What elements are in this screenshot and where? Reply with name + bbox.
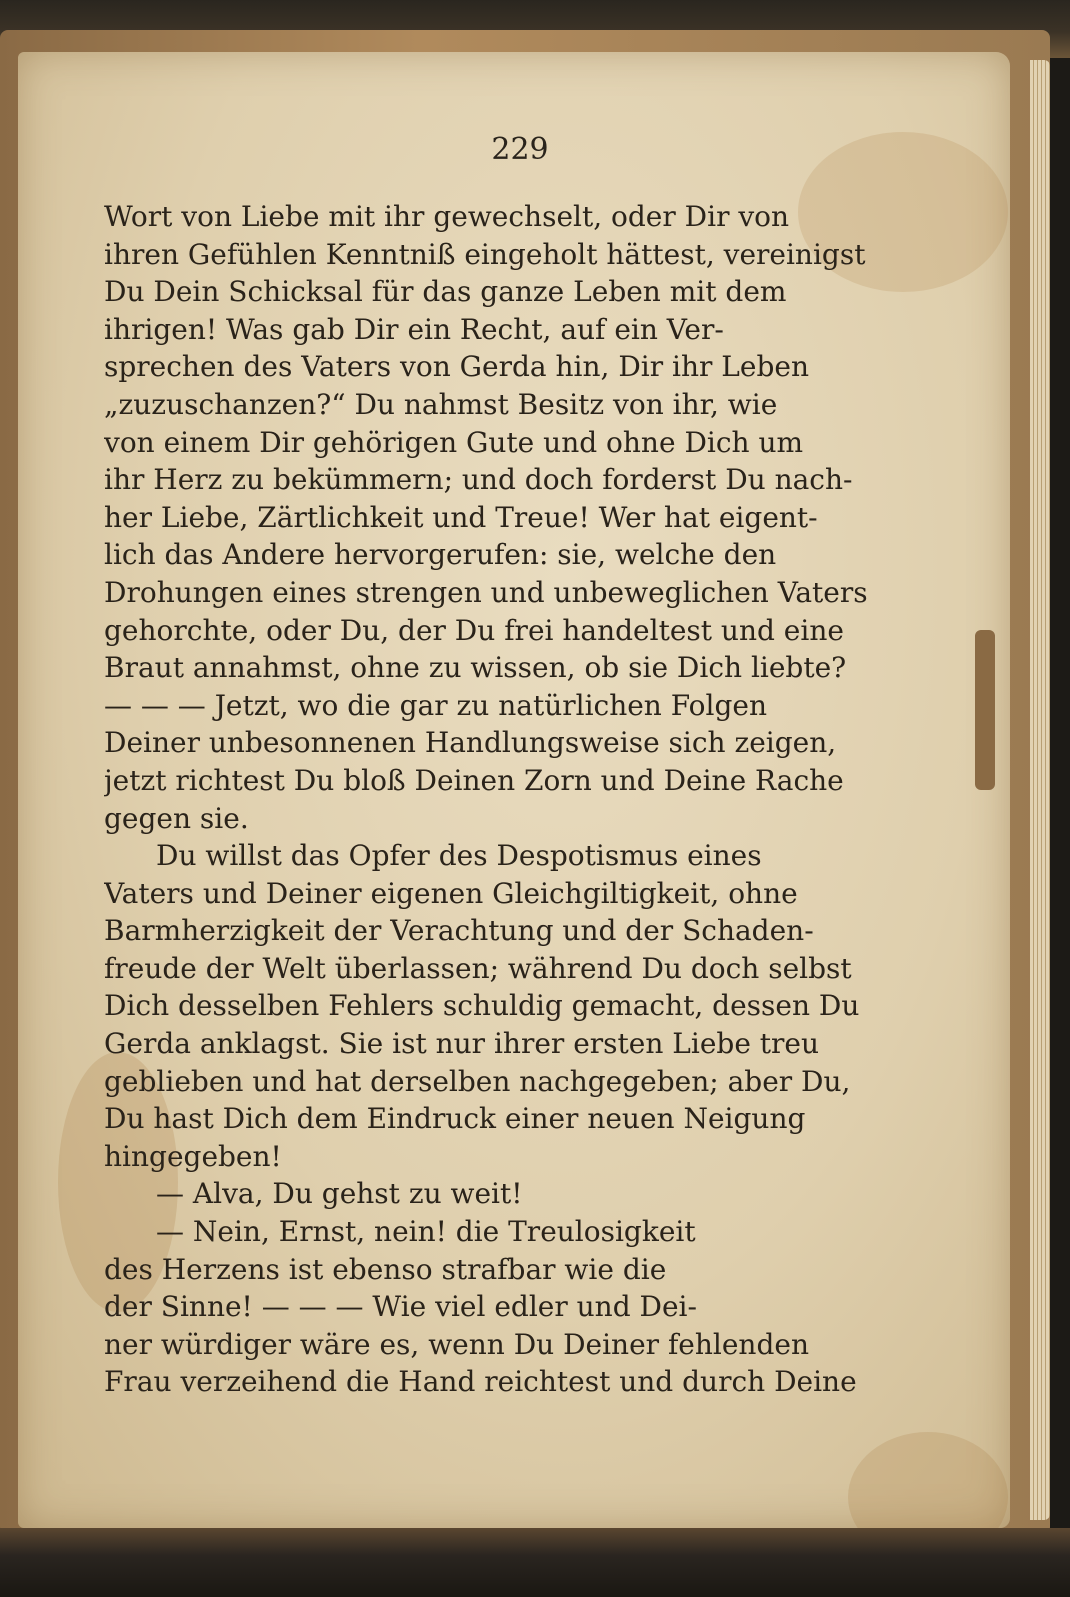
page-fore-edge bbox=[1030, 60, 1050, 1520]
text-line: jetzt richtest Du bloß Deinen Zorn und Deine Rache bbox=[104, 763, 844, 797]
text-line: Du hast Dich dem Eindruck einer neuen Neigung bbox=[104, 1102, 806, 1136]
text-line: Braut annahmst, ohne zu wissen, ob sie Dich liebte? bbox=[104, 651, 847, 685]
book-bottom-edge bbox=[0, 1528, 1070, 1597]
body-text bbox=[104, 198, 924, 1401]
paragraph-start-line: Du willst das Opfer des Despotismus eines bbox=[156, 839, 762, 873]
text-line: Barmherzigkeit der Verachtung und der Schaden- bbox=[104, 914, 814, 948]
text-line: Drohungen eines strengen und unbeweglichen Vaters bbox=[104, 575, 868, 609]
text-line: lich das Andere hervorgerufen: sie, welche den bbox=[104, 538, 777, 572]
text-line: sprechen des Vaters von Gerda hin, Dir ihr Leben bbox=[104, 350, 809, 384]
text-line: hingegeben! bbox=[104, 1139, 282, 1173]
text-line: Dich desselben Fehlers schuldig gemacht, dessen Du bbox=[104, 989, 860, 1023]
text-line: gehorchte, oder Du, der Du frei handeltest und eine bbox=[104, 613, 844, 647]
text-line: Vaters und Deiner eigenen Gleichgiltigkeit, ohne bbox=[104, 876, 798, 910]
text-line: Wort von Liebe mit ihr gewechselt, oder Dir von bbox=[104, 200, 790, 233]
dialogue-line: — Nein, Ernst, nein! die Treulosigkeit bbox=[156, 1215, 696, 1249]
text-line: her Liebe, Zärtlichkeit und Treue! Wer hat eigent- bbox=[104, 500, 818, 534]
text-line: ihr Herz zu bekümmern; und doch forderst Du nach- bbox=[104, 463, 853, 497]
text-line: von einem Dir gehörigen Gute und ohne Dich um bbox=[104, 425, 804, 459]
text-line: ihrigen! Was gab Dir ein Recht, auf ein Ver- bbox=[104, 312, 724, 346]
page-number: 229 bbox=[491, 132, 549, 167]
page-edge-mark bbox=[975, 630, 995, 790]
text-line: Du Dein Schicksal für das ganze Leben mit dem bbox=[104, 275, 787, 309]
text-line: Frau verzeihend die Hand reichtest und durch Deine bbox=[104, 1365, 857, 1399]
text-line: Deiner unbesonnenen Handlungsweise sich zeigen, bbox=[104, 726, 837, 760]
text-line: ihren Gefühlen Kenntniß eingeholt hättest, vereinigst bbox=[104, 237, 866, 271]
text-line: — — — Jetzt, wo die gar zu natürlichen Folgen bbox=[104, 688, 767, 722]
dialogue-line: — Alva, Du gehst zu weit! bbox=[156, 1177, 523, 1211]
text-line: Gerda anklagst. Sie ist nur ihrer ersten Liebe treu bbox=[104, 1027, 820, 1061]
text-line: der Sinne! — — — Wie viel edler und Dei- bbox=[104, 1290, 697, 1324]
text-line: freude der Welt überlassen; während Du doch selbst bbox=[104, 951, 852, 985]
text-line: „zuzuschanzen?“ Du nahmst Besitz von ihr, wie bbox=[104, 387, 778, 421]
text-line: ner würdiger wäre es, wenn Du Deiner fehlenden bbox=[104, 1327, 809, 1361]
text-line: geblieben und hat derselben nachgegeben; aber Du, bbox=[104, 1064, 851, 1098]
text-line: des Herzens ist ebenso strafbar wie die bbox=[104, 1252, 667, 1286]
text-line: gegen sie. bbox=[104, 801, 249, 835]
